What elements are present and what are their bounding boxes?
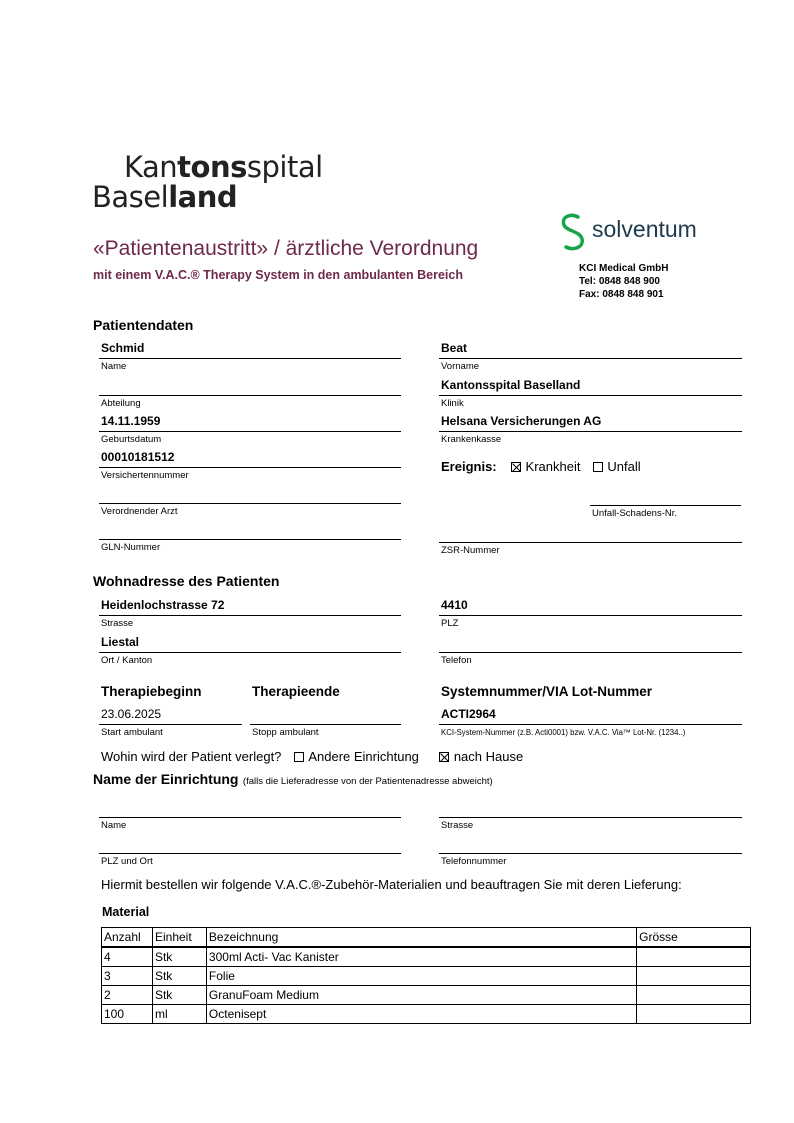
krankenkasse-field[interactable]: Helsana Versicherungen AG Krankenkasse bbox=[439, 408, 742, 432]
section-einrichtung bbox=[93, 771, 493, 789]
gln-field[interactable] bbox=[99, 520, 401, 553]
klinik-field[interactable]: Kantonsspital Baselland Klinik bbox=[439, 372, 742, 396]
brand-name: solventum bbox=[592, 216, 697, 242]
einrichtung-strasse-field[interactable] bbox=[439, 798, 742, 831]
cell-anzahl[interactable]: 100 bbox=[102, 1005, 153, 1024]
verlegung-row bbox=[101, 748, 523, 766]
gln-label: GLN-Nummer bbox=[101, 542, 161, 553]
zsr-label: ZSR-Nummer bbox=[441, 545, 500, 556]
plz-field[interactable]: 4410 PLZ bbox=[439, 592, 742, 616]
material-title: Material bbox=[102, 905, 150, 919]
company-name: KCI Medical GmbH bbox=[579, 263, 669, 274]
krankheit-label: Krankheit bbox=[525, 459, 581, 474]
cell-einheit[interactable]: ml bbox=[152, 1005, 206, 1024]
start-label: Start ambulant bbox=[101, 727, 163, 738]
cell-bezeichnung[interactable]: GranuFoam Medium bbox=[206, 986, 636, 1005]
ort-label: Ort / Kanton bbox=[101, 655, 153, 666]
schadensnr-label: Unfall-Schadens-Nr. bbox=[592, 508, 678, 519]
col-bezeichnung: Bezeichnung bbox=[206, 928, 636, 948]
nach-hause-checkbox[interactable] bbox=[439, 752, 449, 762]
cell-einheit[interactable]: Stk bbox=[152, 986, 206, 1005]
cell-groesse[interactable] bbox=[637, 947, 751, 967]
unfall-checkbox[interactable] bbox=[593, 462, 603, 472]
col-einheit: Einheit bbox=[152, 928, 206, 948]
cell-groesse[interactable] bbox=[637, 1005, 751, 1024]
stopp-label: Stopp ambulant bbox=[252, 727, 319, 738]
solventum-s-icon bbox=[558, 212, 588, 252]
einrichtung-plz-ort-label: PLZ und Ort bbox=[101, 856, 153, 867]
geburtsdatum-field[interactable]: 14.11.1959 Geburtsdatum bbox=[99, 408, 401, 432]
verlegung-question: Wohin wird der Patient verlegt? bbox=[101, 749, 282, 764]
table-row bbox=[102, 947, 751, 967]
cell-einheit[interactable]: Stk bbox=[152, 947, 206, 967]
cell-groesse[interactable] bbox=[637, 986, 751, 1005]
cell-bezeichnung[interactable]: 300ml Acti- Vac Kanister bbox=[206, 947, 636, 967]
material-header-row bbox=[102, 928, 751, 948]
andere-einrichtung-checkbox[interactable] bbox=[294, 752, 304, 762]
schadensnr-field[interactable] bbox=[590, 486, 741, 519]
section-patientendaten: Patientendaten bbox=[93, 317, 194, 333]
cell-groesse[interactable] bbox=[637, 967, 751, 986]
klinik-label: Klinik bbox=[441, 398, 464, 409]
versichertennummer-label: Versichertennummer bbox=[101, 470, 189, 481]
unfall-label: Unfall bbox=[607, 459, 641, 474]
systemnummer-title: Systemnummer/VIA Lot-Nummer bbox=[441, 684, 653, 699]
hospital-logo-line1: Kantonsspital bbox=[124, 150, 323, 184]
einrichtung-name-field[interactable] bbox=[99, 798, 401, 831]
material-table bbox=[101, 927, 751, 1024]
abteilung-field[interactable] bbox=[99, 372, 401, 409]
table-row bbox=[102, 1005, 751, 1024]
strasse-label: Strasse bbox=[101, 618, 134, 629]
therapieende-title: Therapieende bbox=[252, 684, 340, 699]
cell-anzahl[interactable]: 2 bbox=[102, 986, 153, 1005]
strasse-field[interactable]: Heidenlochstrasse 72 Strasse bbox=[99, 592, 401, 616]
order-text: Hiermit bestellen wir folgende V.A.C.®-Zubehör-Materialien und beauftragen Sie mit deren Lieferung: bbox=[101, 877, 682, 892]
systemnr-label: KCI-System-Nummer (z.B. Acti0001) bzw. V.A.C. Via™ Lot-Nr. (1234..) bbox=[441, 728, 686, 737]
systemnr-field[interactable]: ACTI2964 KCI-System-Nummer (z.B. Acti0001) bzw. V.A.C. Via™ Lot-Nr. (1234..) bbox=[439, 703, 742, 725]
arzt-label: Verordnender Arzt bbox=[101, 506, 178, 517]
form-subtitle: mit einem V.A.C.® Therapy System in den ambulanten Bereich bbox=[93, 268, 463, 282]
einrichtung-note: (falls die Lieferadresse von der Patientenadresse abweicht) bbox=[242, 776, 493, 787]
krankheit-checkbox[interactable] bbox=[511, 462, 521, 472]
form-title: «Patientenaustritt» / ärztliche Verordnung bbox=[93, 237, 479, 260]
geburtsdatum-label: Geburtsdatum bbox=[101, 434, 162, 445]
cell-anzahl[interactable]: 3 bbox=[102, 967, 153, 986]
cell-anzahl[interactable]: 4 bbox=[102, 947, 153, 967]
einrichtung-name-label: Name bbox=[101, 820, 127, 831]
einrichtung-telefon-field[interactable] bbox=[439, 834, 742, 867]
ereignis-label: Ereignis: bbox=[441, 459, 497, 474]
cell-bezeichnung[interactable]: Folie bbox=[206, 967, 636, 986]
einrichtung-title: Name der Einrichtung bbox=[93, 771, 239, 787]
table-row bbox=[102, 967, 751, 986]
vorname-label: Vorname bbox=[441, 361, 480, 372]
krankenkasse-label: Krankenkasse bbox=[441, 434, 502, 445]
company-contact bbox=[579, 262, 668, 301]
vorname-field[interactable]: Beat Vorname bbox=[439, 336, 742, 359]
zsr-field[interactable] bbox=[439, 523, 742, 556]
arzt-field[interactable] bbox=[99, 484, 401, 517]
company-tel: Tel: 0848 848 900 bbox=[579, 276, 660, 287]
col-groesse: Grösse bbox=[637, 928, 751, 948]
col-anzahl: Anzahl bbox=[102, 928, 153, 948]
abteilung-label: Abteilung bbox=[101, 398, 141, 409]
cell-einheit[interactable]: Stk bbox=[152, 967, 206, 986]
einrichtung-telefon-label: Telefonnummer bbox=[441, 856, 507, 867]
stopp-field[interactable] bbox=[250, 703, 401, 738]
versichertennummer-field[interactable]: 00010181512 Versichertennummer bbox=[99, 446, 401, 468]
nach-hause-label: nach Hause bbox=[453, 749, 524, 764]
name-field[interactable]: Schmid Name bbox=[99, 336, 401, 359]
table-row bbox=[102, 986, 751, 1005]
hospital-logo-line2: Baselland bbox=[92, 180, 238, 214]
einrichtung-plz-ort-field[interactable] bbox=[99, 834, 401, 867]
andere-einrichtung-label: Andere Einrichtung bbox=[308, 749, 419, 764]
einrichtung-strasse-label: Strasse bbox=[441, 820, 474, 831]
section-wohnadresse: Wohnadresse des Patienten bbox=[93, 573, 280, 589]
telefon-field[interactable] bbox=[439, 630, 742, 666]
start-field[interactable]: 23.06.2025 Start ambulant bbox=[99, 703, 242, 725]
ereignis-row bbox=[441, 458, 641, 476]
telefon-label: Telefon bbox=[441, 655, 472, 666]
cell-bezeichnung[interactable]: Octenisept bbox=[206, 1005, 636, 1024]
therapiebeginn-title: Therapiebeginn bbox=[101, 684, 202, 699]
ort-field[interactable]: Liestal Ort / Kanton bbox=[99, 630, 401, 653]
company-fax: Fax: 0848 848 901 bbox=[579, 289, 664, 300]
name-label: Name bbox=[101, 361, 127, 372]
plz-label: PLZ bbox=[441, 618, 459, 629]
